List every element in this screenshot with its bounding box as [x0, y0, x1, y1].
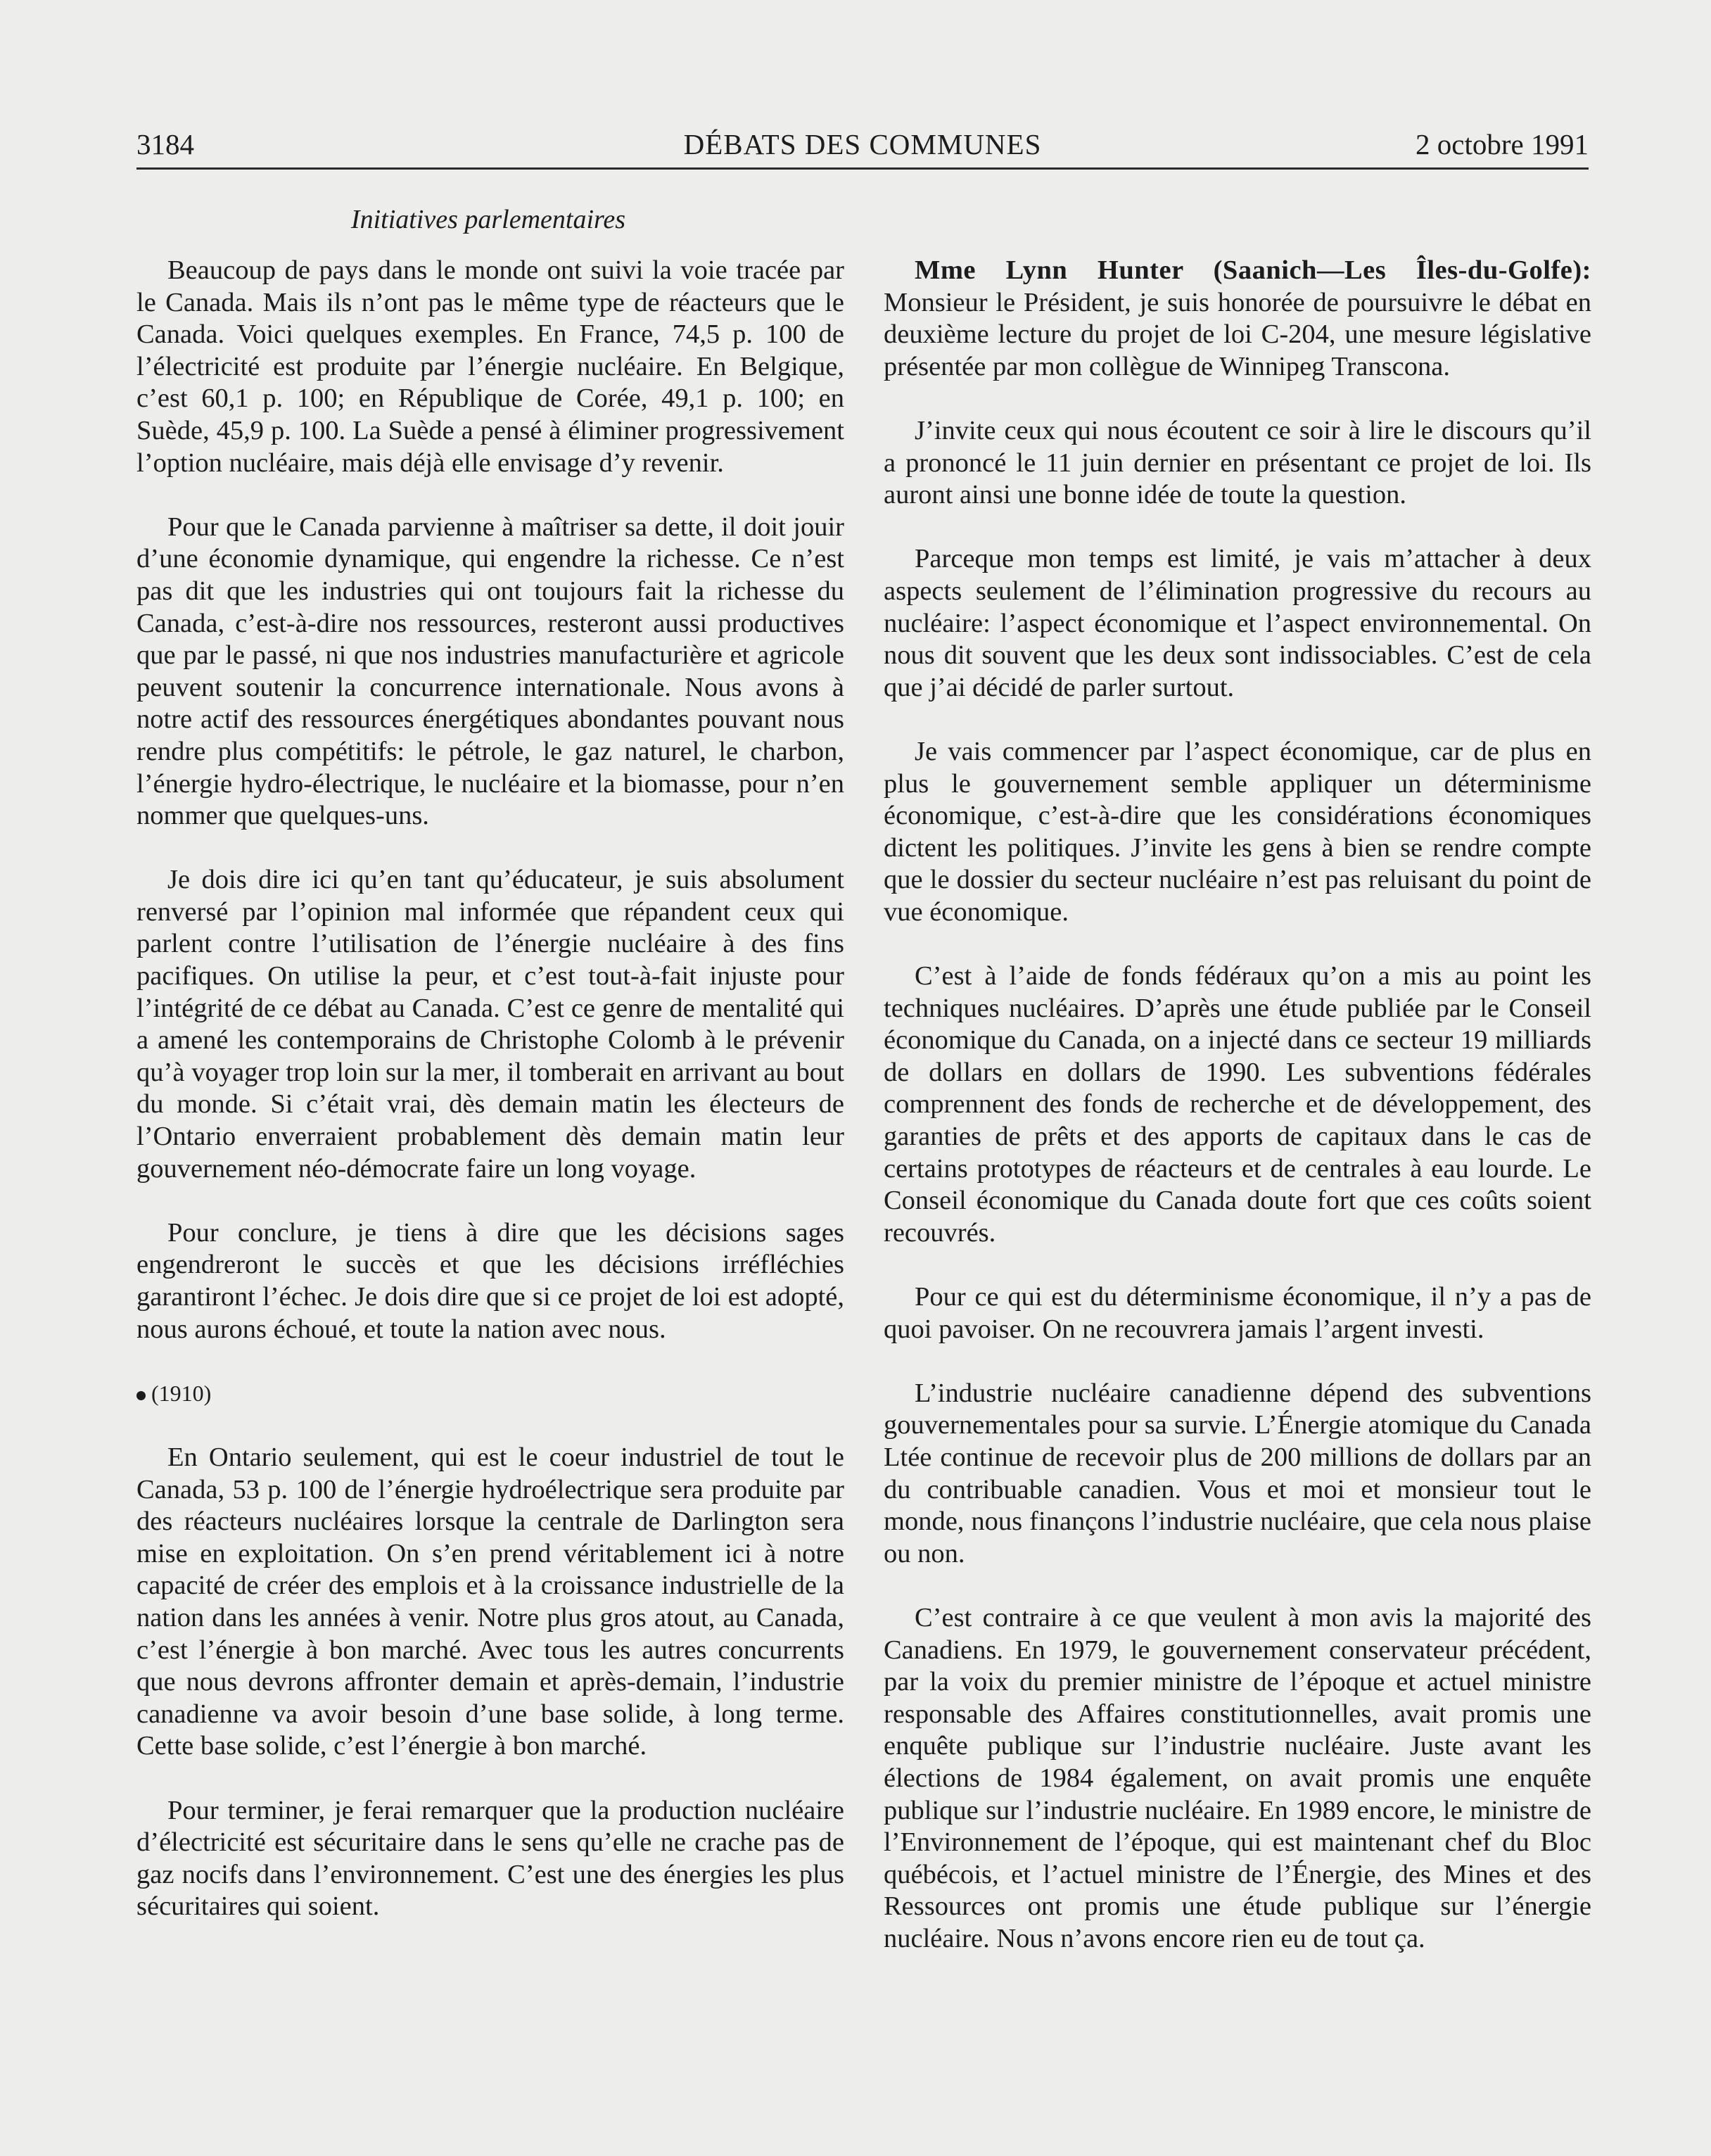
- speaker-text: Monsieur le Président, je suis honorée de poursuivre le débat en deuxième lecture du projet de loi C-204, une mesure législative présentée par mon collègue de Winnipeg Transcona.: [884, 287, 1591, 381]
- bullet-icon: [136, 1391, 146, 1400]
- paragraph: Je vais commencer par l’aspect économique, car de plus en plus le gouvernement semble appliquer un déterminisme économique, c’est-à-dire que les considérations économiques dictent les politiques. J’invite les gens à bien se rendre compte que le dossier du secteur nucléaire n’est pas reluisant du point de vue économique.: [884, 736, 1591, 927]
- issue-date: 2 octobre 1991: [1416, 128, 1589, 160]
- page-number: 3184: [136, 128, 194, 160]
- paragraph: Je dois dire ici qu’en tant qu’éducateur, je suis absolument renversé par l’opinion mal informée que répandent ceux qui parlent contre l’utilisation de l’énergie nucléaire à des fins pacifiques. On utilise la peur, et c’est tout-à-fait injuste pour l’intégrité de ce débat au Canada. C’est ce genre de mentalité qui a amené les contemporains de Christophe Colomb à le prévenir qu’à voyager trop loin sur la mer, il tomberait en arrivant au bout du monde. Si c’était vrai, dès demain matin les électeurs de l’Ontario enverraient probablement dès demain matin leur gouvernement néo-démocrate faire un long voyage.: [136, 865, 844, 1184]
- paragraph: Pour ce qui est du déterminisme économique, il n’y a pas de quoi pavoiser. On ne recouvrera jamais l’argent investi.: [884, 1282, 1591, 1344]
- speaker-name: Mme Lynn Hunter (Saanich—Les Îles-du-Golfe):: [915, 255, 1591, 285]
- paragraph: Pour que le Canada parvienne à maîtriser sa dette, il doit jouir d’une économie dynamique, qui engendre la richesse. Ce n’est pas dit que les industries qui ont toujours fait la richesse du Canada, c’est-à-dire nos ressources, resteront aussi productives que par le passé, ni que nos industries manufacturière et agricole peuvent soutenir la concurrence internationale. Nous avons à notre actif des ressources énergétiques abondantes pouvant nous rendre plus compétitifs: le pétrole, le gaz naturel, le charbon, l’énergie hydro-électrique, le nucléaire et la biomasse, pour n’en nommer que quelques-uns.: [136, 512, 844, 831]
- time-marker-text: (1910): [151, 1380, 212, 1406]
- paragraph: J’invite ceux qui nous écoutent ce soir à lire le discours qu’il a prononcé le 11 juin dernier en présentant ce projet de loi. Ils auront ainsi une bonne idée de toute la question.: [884, 415, 1591, 510]
- paragraph: Beaucoup de pays dans le monde ont suivi la voie tracée par le Canada. Mais ils n’ont pas le même type de réacteurs que le Canada. Voici quelques exemples. En France, 74,5 p. 100 de l’électricité est produite par l’énergie nucléaire. En Belgique, c’est 60,1 p. 100; en République de Corée, 49,1 p. 100; en Suède, 45,9 p. 100. La Suède a pensé à éliminer progressivement l’option nucléaire, mais déjà elle envisage d’y revenir.: [136, 255, 844, 478]
- time-marker: [136, 1378, 844, 1410]
- journal-title: DÉBATS DES COMMUNES: [683, 128, 1042, 160]
- paragraph: Pour terminer, je ferai remarquer que la production nucléaire d’électricité est sécuritaire dans le sens qu’elle ne crache pas de gaz nocifs dans l’environnement. C’est une des énergies les plus sécuritaires qui soient.: [136, 1795, 844, 1922]
- paragraph: En Ontario seulement, qui est le coeur industriel de tout le Canada, 53 p. 100 de l’énergie hydroélectrique sera produite par des réacteurs nucléaires lorsque la centrale de Darlington sera mise en exploitation. On s’en prend véritablement ici à notre capacité de créer des emplois et à la croissance industrielle de la nation dans les années à venir. Notre plus gros atout, au Canada, c’est l’énergie à bon marché. Avec tous les autres concurrents que nous devrons affronter demain et après-demain, l’industrie canadienne va avoir besoin d’une base solide, à long terme. Cette base solide, c’est l’énergie à bon marché.: [136, 1442, 844, 1761]
- section-title: Initiatives parlementaires: [350, 205, 626, 234]
- right-column: [884, 255, 1591, 1987]
- left-column: [136, 255, 844, 1955]
- paragraph: Pour conclure, je tiens à dire que les décisions sages engendreront le succès et que les décisions irréfléchies garantiront l’échec. Je dois dire que si ce projet de loi est adopté, nous aurons échoué, et toute la nation avec nous.: [136, 1217, 844, 1344]
- header-rule: [136, 167, 1589, 170]
- speaker-paragraph: [884, 255, 1591, 383]
- paragraph: L’industrie nucléaire canadienne dépend des subventions gouvernementales pour sa survie. L’Énergie atomique du Canada Ltée continue de recevoir plus de 200 millions de dollars par an du contribuable canadien. Vous et moi et monsieur tout le monde, nous finançons l’industrie nucléaire, que cela nous plaise ou non.: [884, 1378, 1591, 1568]
- running-header: [136, 121, 1589, 167]
- paragraph: Parceque mon temps est limité, je vais m’attacher à deux aspects seulement de l’élimination progressive du recours au nucléaire: l’aspect économique et l’aspect environnemental. On nous dit souvent que les deux sont indissociables. C’est de cela que j’ai décidé de parler surtout.: [884, 544, 1591, 702]
- paragraph: C’est à l’aide de fonds fédéraux qu’on a mis au point les techniques nucléaires. D’après une étude publiée par le Conseil économique du Canada, on a injecté dans ce secteur 19 milliards de dollars en dollars de 1990. Les subventions fédérales comprennent des fonds de recherche et de développement, des garanties de prêts et des apports de capitaux dans le cas de certains prototypes de réacteurs et de centrales à eau lourde. Le Conseil économique du Canada doute fort que ces coûts soient recouvrés.: [884, 961, 1591, 1248]
- paragraph: C’est contraire à ce que veulent à mon avis la majorité des Canadiens. En 1979, le gouvernement conservateur précédent, par la voix du premier ministre de l’époque et actuel ministre responsable des Affaires constitutionnelles, avait promis une enquête publique sur l’industrie nucléaire. Juste avant les élections de 1984 également, on avait promis une enquête publique sur l’industrie nucléaire. En 1989 encore, le ministre de l’Environnement de l’époque, qui est maintenant chef du Bloc québécois, et l’actuel ministre de l’Énergie, des Mines et des Ressources ont promis une étude publique sur l’énergie nucléaire. Nous n’avons encore rien eu de tout ça.: [884, 1602, 1591, 1953]
